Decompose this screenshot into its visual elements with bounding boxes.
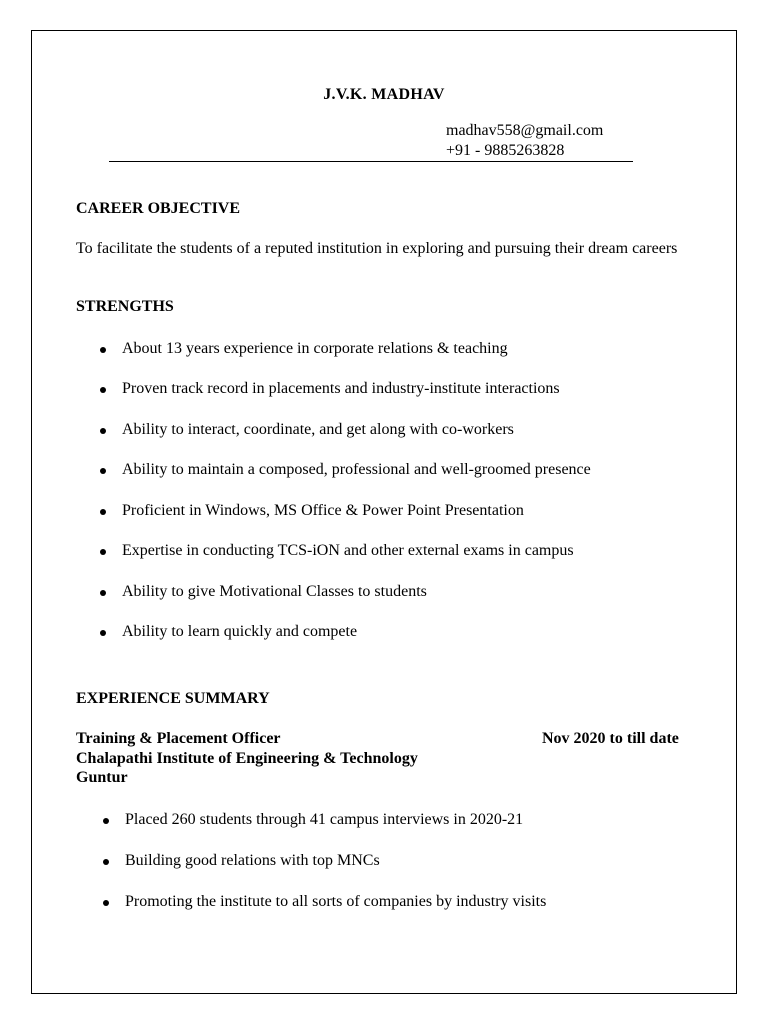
bullet-icon bbox=[103, 859, 109, 865]
career-objective-text: To facilitate the students of a reputed institution in exploring and pursuing their dream careers bbox=[76, 240, 678, 257]
bullet-icon bbox=[100, 549, 106, 555]
job-period: Nov 2020 to till date bbox=[542, 730, 679, 747]
strengths-heading: STRENGTHS bbox=[76, 298, 174, 315]
strength-text: Ability to give Motivational Classes to students bbox=[122, 583, 427, 600]
strength-text: Proficient in Windows, MS Office & Power Point Presentation bbox=[122, 502, 524, 519]
bullet-icon bbox=[100, 428, 106, 434]
phone-number: +91 - 9885263828 bbox=[446, 142, 565, 159]
job-location: Guntur bbox=[76, 769, 128, 786]
bullet-icon bbox=[100, 590, 106, 596]
strength-text: Ability to learn quickly and compete bbox=[122, 623, 358, 640]
strength-text: Ability to maintain a composed, professional and well-groomed presence bbox=[122, 461, 591, 478]
bullet-icon bbox=[100, 509, 106, 515]
strength-text: Proven track record in placements and industry-institute interactions bbox=[122, 380, 560, 397]
job-institution: Chalapathi Institute of Engineering & Technology bbox=[76, 750, 418, 767]
bullet-icon bbox=[103, 818, 109, 824]
experience-text: Building good relations with top MNCs bbox=[125, 852, 380, 869]
bullet-icon bbox=[103, 900, 109, 906]
strength-text: Expertise in conducting TCS-iON and other external exams in campus bbox=[122, 542, 574, 559]
bullet-icon bbox=[100, 347, 106, 353]
experience-text: Placed 260 students through 41 campus interviews in 2020-21 bbox=[125, 811, 524, 828]
email-address: madhav558@gmail.com bbox=[446, 122, 604, 139]
bullet-icon bbox=[100, 468, 106, 474]
candidate-name: J.V.K. MADHAV bbox=[323, 86, 445, 103]
header-divider bbox=[109, 161, 633, 162]
experience-text: Promoting the institute to all sorts of companies by industry visits bbox=[125, 893, 547, 910]
experience-heading: EXPERIENCE SUMMARY bbox=[76, 690, 270, 707]
strength-text: About 13 years experience in corporate relations & teaching bbox=[122, 340, 508, 357]
career-objective-heading: CAREER OBJECTIVE bbox=[76, 200, 241, 217]
strength-text: Ability to interact, coordinate, and get along with co-workers bbox=[122, 421, 514, 438]
bullet-icon bbox=[100, 387, 106, 393]
bullet-icon bbox=[100, 630, 106, 636]
job-title: Training & Placement Officer bbox=[76, 730, 281, 747]
